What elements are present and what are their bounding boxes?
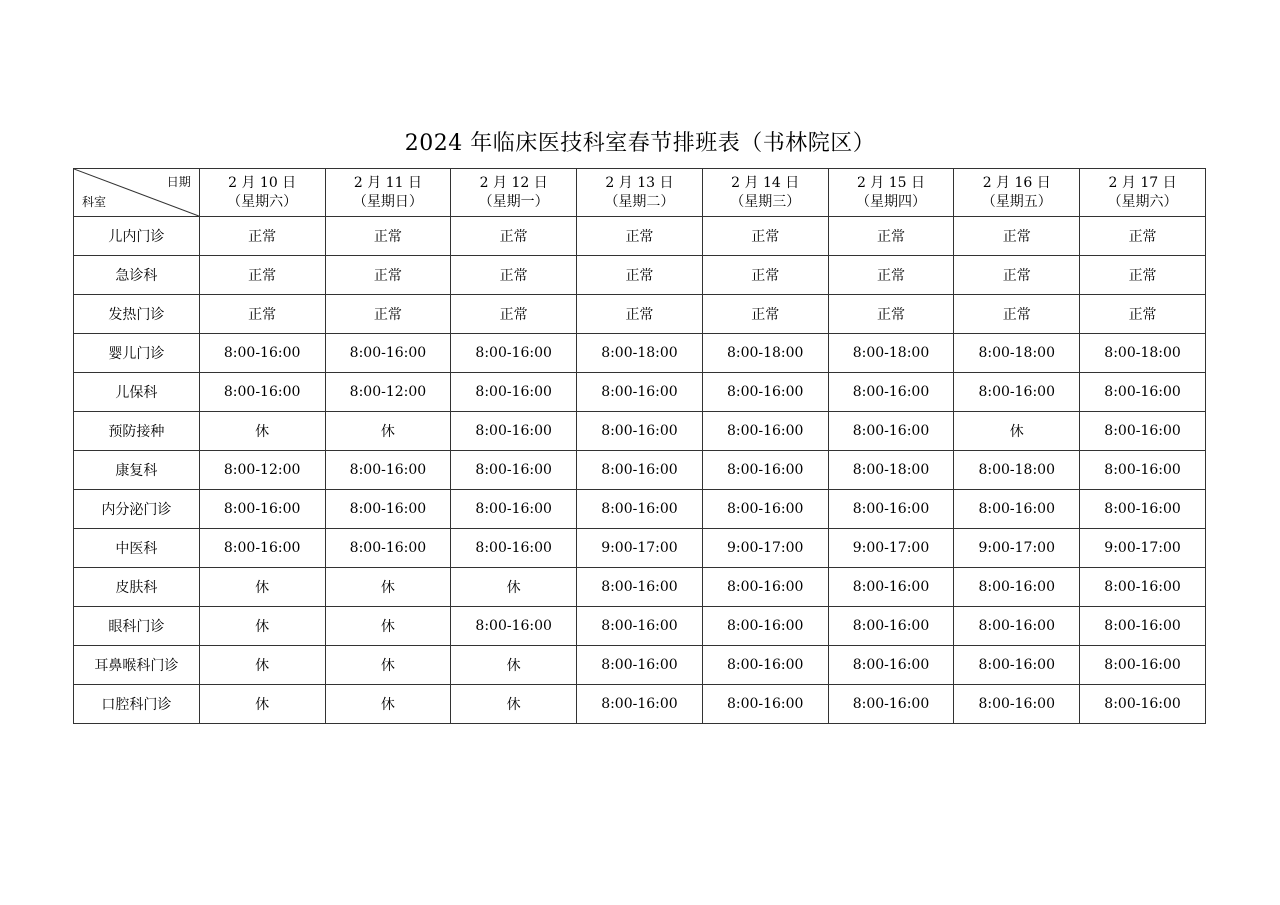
- table-row: [74, 217, 1206, 256]
- schedule-cell: 8:00-16:00: [1080, 568, 1206, 607]
- schedule-cell: 正常: [954, 295, 1080, 334]
- schedule-cell: 8:00-16:00: [702, 568, 828, 607]
- schedule-cell: 正常: [702, 295, 828, 334]
- schedule-cell: 8:00-16:00: [702, 685, 828, 724]
- schedule-cell: 8:00-16:00: [828, 646, 954, 685]
- schedule-cell: 9:00-17:00: [954, 529, 1080, 568]
- schedule-cell: 正常: [828, 295, 954, 334]
- schedule-cell: 8:00-16:00: [1080, 373, 1206, 412]
- schedule-cell: 8:00-18:00: [954, 451, 1080, 490]
- schedule-cell: 8:00-16:00: [1080, 412, 1206, 451]
- schedule-cell: 正常: [325, 295, 451, 334]
- day-date: 2 月 17 日: [1108, 174, 1177, 191]
- table-row: [74, 685, 1206, 724]
- schedule-cell: 8:00-16:00: [325, 529, 451, 568]
- schedule-cell: 8:00-16:00: [702, 607, 828, 646]
- day-weekday: （星期三）: [730, 193, 801, 210]
- schedule-table: [73, 168, 1206, 724]
- schedule-cell: 8:00-16:00: [451, 607, 577, 646]
- schedule-cell: 8:00-16:00: [451, 451, 577, 490]
- corner-cell: [74, 169, 200, 217]
- schedule-cell: 正常: [1080, 217, 1206, 256]
- department-cell: 内分泌门诊: [74, 490, 200, 529]
- schedule-cell: 8:00-16:00: [577, 412, 703, 451]
- department-cell: 皮肤科: [74, 568, 200, 607]
- schedule-cell: 正常: [1080, 295, 1206, 334]
- day-date: 2 月 15 日: [856, 174, 926, 191]
- schedule-cell: 9:00-17:00: [1080, 529, 1206, 568]
- schedule-cell: 休: [199, 607, 325, 646]
- day-date: 2 月 13 日: [605, 174, 674, 191]
- schedule-cell: 8:00-16:00: [1080, 646, 1206, 685]
- schedule-cell: 8:00-16:00: [828, 373, 954, 412]
- schedule-cell: 8:00-16:00: [199, 373, 325, 412]
- schedule-cell: 正常: [828, 256, 954, 295]
- schedule-cell: 8:00-16:00: [954, 568, 1080, 607]
- schedule-cell: 8:00-16:00: [451, 490, 577, 529]
- schedule-cell: 8:00-18:00: [954, 334, 1080, 373]
- schedule-cell: 正常: [199, 217, 325, 256]
- schedule-cell: 8:00-16:00: [1080, 607, 1206, 646]
- schedule-cell: 休: [325, 568, 451, 607]
- schedule-cell: 正常: [954, 217, 1080, 256]
- schedule-cell: 8:00-16:00: [451, 373, 577, 412]
- schedule-cell: 休: [451, 685, 577, 724]
- table-row: [74, 295, 1206, 334]
- department-cell: 儿内门诊: [74, 217, 200, 256]
- day-weekday: （星期六）: [227, 193, 298, 210]
- schedule-cell: 8:00-16:00: [828, 490, 954, 529]
- department-cell: 康复科: [74, 451, 200, 490]
- schedule-cell: 正常: [325, 217, 451, 256]
- schedule-cell: 正常: [451, 295, 577, 334]
- schedule-cell: 8:00-16:00: [577, 646, 703, 685]
- schedule-cell: 休: [199, 412, 325, 451]
- table-row: [74, 490, 1206, 529]
- table-row: [74, 373, 1206, 412]
- schedule-cell: 休: [954, 412, 1080, 451]
- schedule-cell: 8:00-16:00: [577, 568, 703, 607]
- schedule-cell: 8:00-16:00: [954, 490, 1080, 529]
- day-weekday: （星期一）: [478, 193, 549, 210]
- schedule-cell: 8:00-16:00: [702, 412, 828, 451]
- day-weekday: （星期六）: [1107, 193, 1178, 210]
- schedule-cell: 9:00-17:00: [828, 529, 954, 568]
- table-row: [74, 607, 1206, 646]
- day-weekday: （星期五）: [981, 193, 1052, 210]
- schedule-cell: 正常: [577, 217, 703, 256]
- schedule-cell: 8:00-16:00: [1080, 685, 1206, 724]
- day-weekday: （星期日）: [352, 193, 423, 210]
- schedule-cell: 8:00-16:00: [1080, 451, 1206, 490]
- schedule-cell: 休: [199, 646, 325, 685]
- schedule-cell: 8:00-16:00: [702, 451, 828, 490]
- schedule-cell: 8:00-16:00: [325, 451, 451, 490]
- schedule-cell: 休: [199, 685, 325, 724]
- schedule-cell: 8:00-16:00: [451, 412, 577, 451]
- schedule-cell: 8:00-12:00: [325, 373, 451, 412]
- corner-dept-label: 科室: [82, 195, 107, 209]
- day-date: 2 月 16 日: [982, 174, 1051, 191]
- table-row: [74, 451, 1206, 490]
- schedule-cell: 8:00-16:00: [828, 568, 954, 607]
- header-row: [74, 169, 1206, 217]
- schedule-cell: 8:00-18:00: [828, 334, 954, 373]
- table-row: [74, 529, 1206, 568]
- schedule-cell: 8:00-12:00: [199, 451, 325, 490]
- day-header: [325, 169, 451, 217]
- schedule-cell: 休: [451, 646, 577, 685]
- schedule-cell: 8:00-16:00: [577, 373, 703, 412]
- schedule-cell: 休: [325, 685, 451, 724]
- schedule-cell: 正常: [1080, 256, 1206, 295]
- schedule-cell: 正常: [954, 256, 1080, 295]
- page-title: 2024 年临床医技科室春节排班表（书林院区）: [404, 131, 876, 156]
- schedule-cell: 8:00-16:00: [199, 490, 325, 529]
- schedule-cell: 休: [451, 568, 577, 607]
- schedule-cell: 正常: [451, 256, 577, 295]
- schedule-cell: 正常: [702, 217, 828, 256]
- table-row: [74, 256, 1206, 295]
- day-header: [1080, 169, 1206, 217]
- day-weekday: （星期四）: [855, 193, 926, 210]
- schedule-cell: 8:00-16:00: [954, 685, 1080, 724]
- schedule-cell: 休: [199, 568, 325, 607]
- day-date: 2 月 14 日: [731, 174, 800, 191]
- day-weekday: （星期二）: [604, 193, 675, 210]
- schedule-cell: 8:00-16:00: [577, 451, 703, 490]
- schedule-cell: 8:00-18:00: [828, 451, 954, 490]
- schedule-cell: 8:00-16:00: [954, 607, 1080, 646]
- schedule-cell: 正常: [828, 217, 954, 256]
- department-cell: 发热门诊: [74, 295, 200, 334]
- schedule-cell: 8:00-16:00: [451, 334, 577, 373]
- schedule-cell: 8:00-16:00: [1080, 490, 1206, 529]
- schedule-cell: 正常: [199, 295, 325, 334]
- table-header: [74, 169, 1206, 217]
- schedule-cell: 9:00-17:00: [702, 529, 828, 568]
- department-cell: 口腔科门诊: [74, 685, 200, 724]
- schedule-cell: 8:00-16:00: [954, 373, 1080, 412]
- department-cell: 耳鼻喉科门诊: [74, 646, 200, 685]
- schedule-cell: 8:00-16:00: [451, 529, 577, 568]
- day-header: [451, 169, 577, 217]
- day-date: 2 月 11 日: [353, 174, 422, 191]
- schedule-cell: 8:00-16:00: [325, 490, 451, 529]
- schedule-cell: 8:00-18:00: [1080, 334, 1206, 373]
- table-body: [74, 217, 1206, 724]
- schedule-cell: 休: [325, 646, 451, 685]
- day-header: [828, 169, 954, 217]
- day-header: [702, 169, 828, 217]
- day-header: [199, 169, 325, 217]
- schedule-cell: 8:00-18:00: [577, 334, 703, 373]
- schedule-cell: 正常: [577, 295, 703, 334]
- department-cell: 儿保科: [74, 373, 200, 412]
- table-row: [74, 334, 1206, 373]
- schedule-cell: 8:00-16:00: [199, 334, 325, 373]
- department-cell: 眼科门诊: [74, 607, 200, 646]
- department-cell: 急诊科: [74, 256, 200, 295]
- day-header: [577, 169, 703, 217]
- table-row: [74, 568, 1206, 607]
- schedule-cell: 8:00-16:00: [954, 646, 1080, 685]
- schedule-cell: 8:00-16:00: [702, 490, 828, 529]
- schedule-cell: 8:00-16:00: [828, 685, 954, 724]
- schedule-cell: 8:00-16:00: [828, 607, 954, 646]
- department-cell: 中医科: [74, 529, 200, 568]
- schedule-cell: 正常: [702, 256, 828, 295]
- schedule-cell: 正常: [577, 256, 703, 295]
- schedule-cell: 8:00-16:00: [702, 646, 828, 685]
- schedule-cell: 正常: [325, 256, 451, 295]
- schedule-cell: 休: [325, 412, 451, 451]
- schedule-cell: 正常: [199, 256, 325, 295]
- day-date: 2 月 12 日: [479, 174, 548, 191]
- schedule-cell: 休: [325, 607, 451, 646]
- schedule-cell: 正常: [451, 217, 577, 256]
- schedule-cell: 9:00-17:00: [577, 529, 703, 568]
- schedule-cell: 8:00-16:00: [577, 685, 703, 724]
- schedule-cell: 8:00-16:00: [828, 412, 954, 451]
- schedule-cell: 8:00-16:00: [702, 373, 828, 412]
- day-header: [954, 169, 1080, 217]
- table-row: [74, 412, 1206, 451]
- corner-date-label: 日期: [166, 175, 191, 189]
- schedule-cell: 8:00-16:00: [577, 490, 703, 529]
- department-cell: 婴儿门诊: [74, 334, 200, 373]
- schedule-cell: 8:00-16:00: [577, 607, 703, 646]
- department-cell: 预防接种: [74, 412, 200, 451]
- schedule-cell: 8:00-18:00: [702, 334, 828, 373]
- schedule-cell: 8:00-16:00: [325, 334, 451, 373]
- table-row: [74, 646, 1206, 685]
- day-date: 2 月 10 日: [228, 174, 297, 191]
- schedule-cell: 8:00-16:00: [199, 529, 325, 568]
